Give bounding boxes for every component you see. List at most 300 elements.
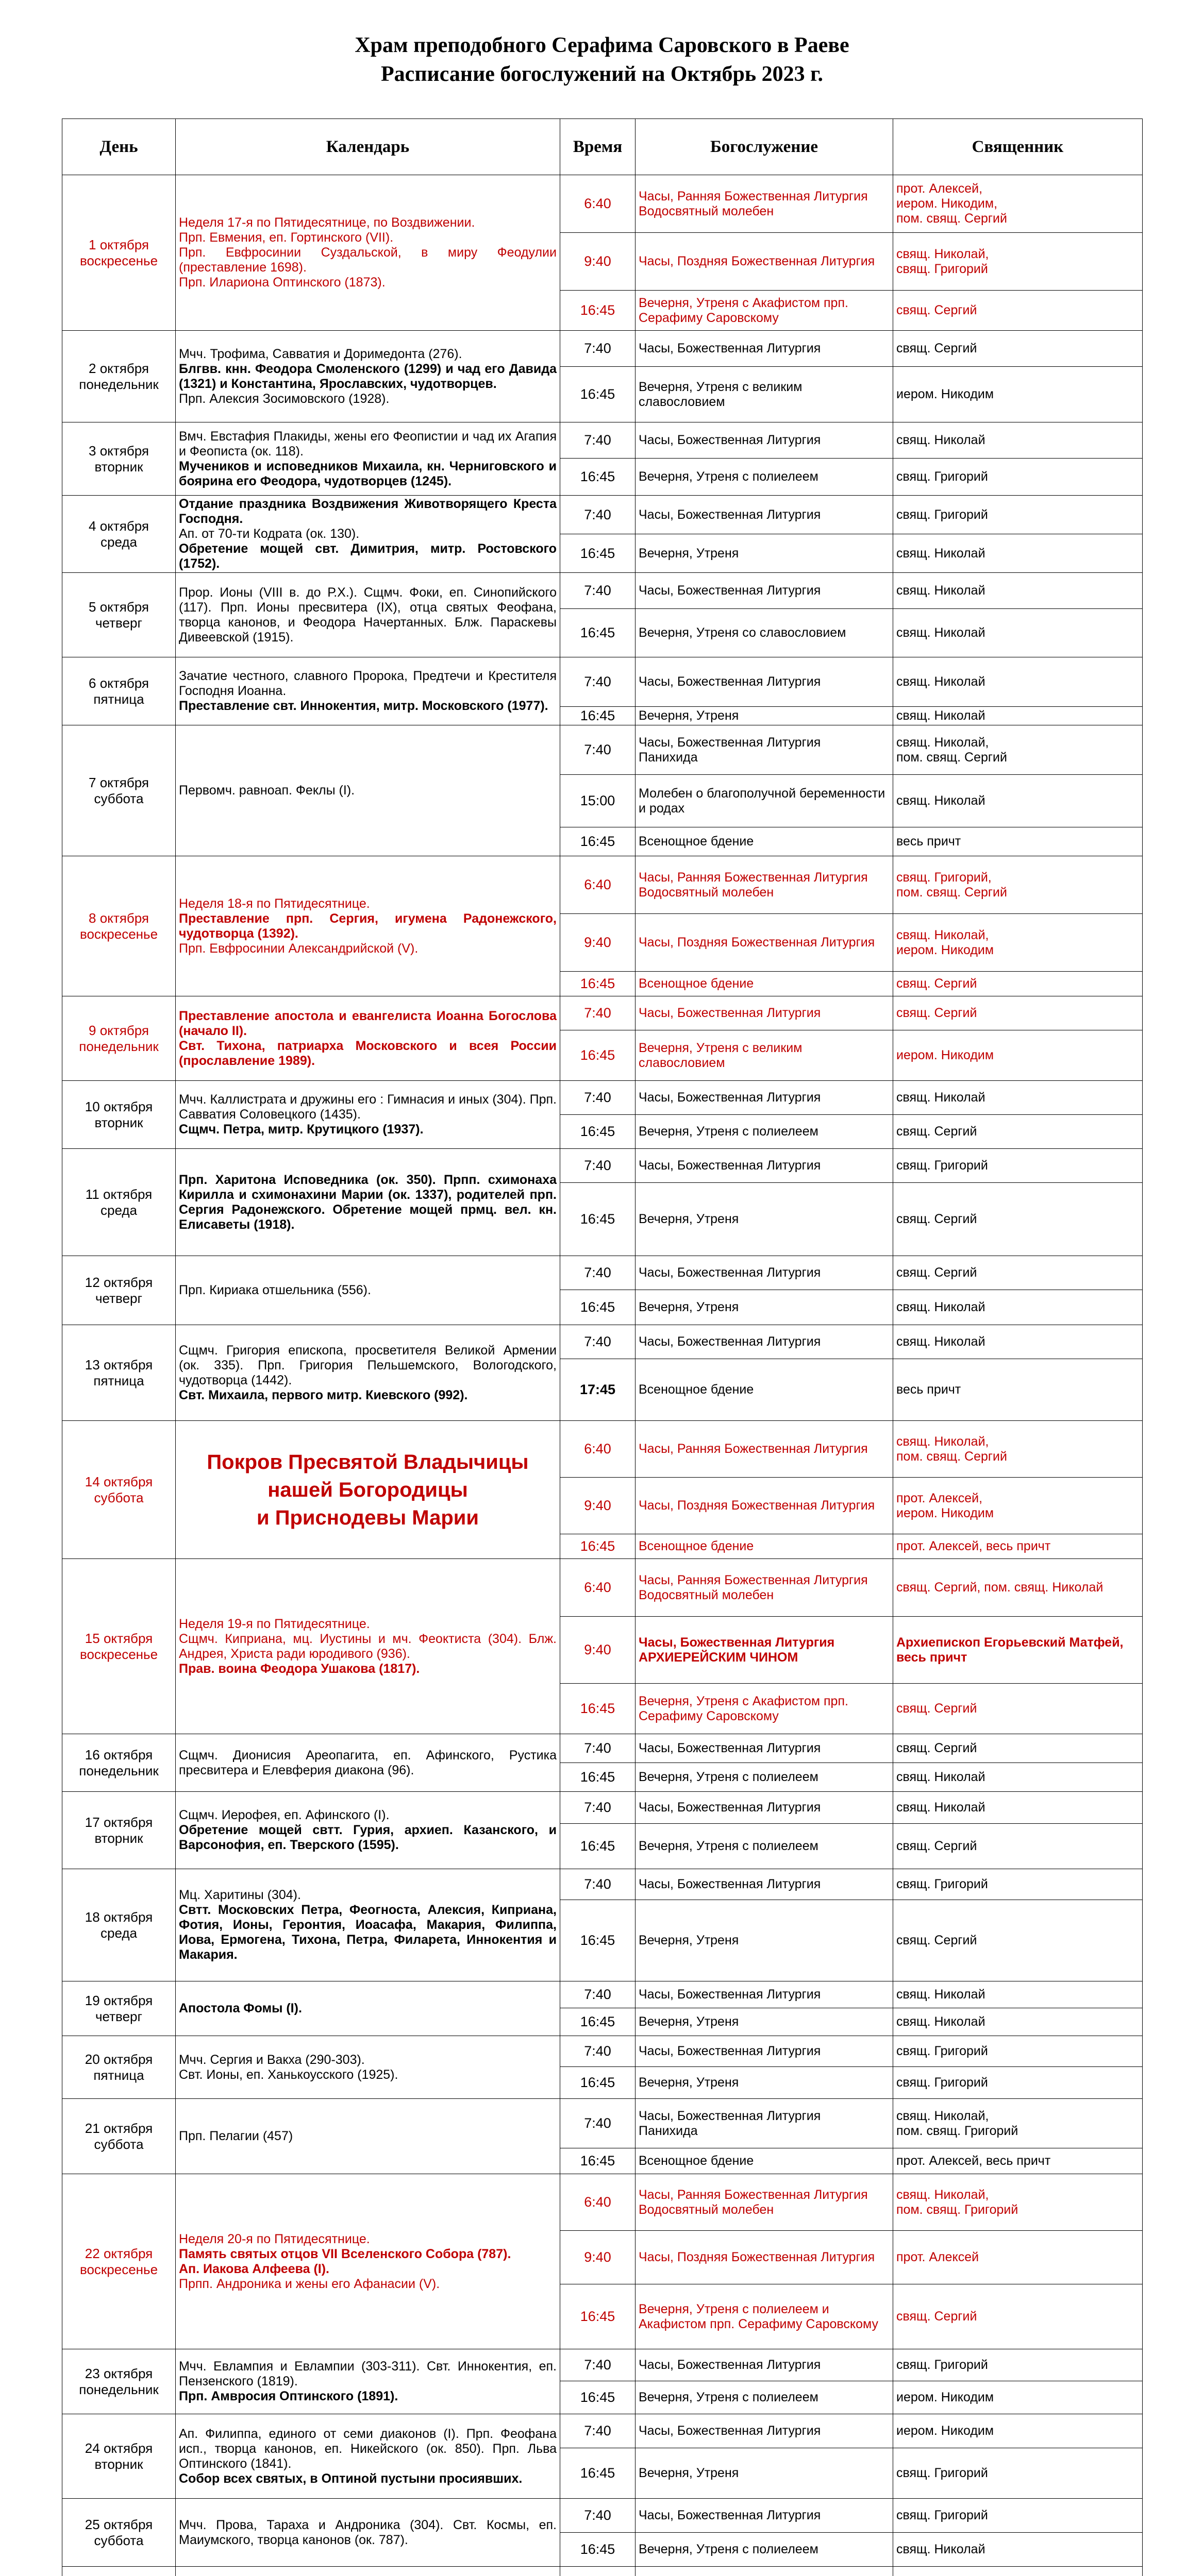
service-time: 16:45 [560, 534, 636, 573]
calendar-entry: Прп. Харитона Исповедника (ок. 350). Прпп. схимонаха Кирилла и схимонахини Марии (ок. 1337), родителей прп. Сергия Радонежского. Обретение мощей прмц. вел. кн. Елисаветы (1918). [179, 1172, 557, 1232]
day-weekday: понедельник [79, 2381, 159, 2397]
table-row [62, 573, 1143, 609]
calendar-cell [176, 422, 560, 496]
service-time: 16:45 [560, 972, 636, 996]
calendar-entry: Мчч. Трофима, Савватия и Доримедонта (276). [179, 346, 462, 361]
table-row [62, 856, 1143, 914]
service-time: 16:45 [560, 367, 636, 422]
calendar-entry: Прор. Ионы (VIII в. до Р.Х.). Сщмч. Фоки, еп. Синопийского (117). Прп. Ионы пресвитера (IX), отца святых Феофана, творца канонов, и Феодора Начертанных. Блж. Параскевы Дивеевской (1915). [179, 585, 557, 645]
calendar-entry: Обретение мощей свт. Димитрия, митр. Ростовского (1752). [179, 541, 557, 571]
service-name: Часы, Поздняя Божественная Литургия [636, 2231, 893, 2284]
calendar-cell [176, 1081, 560, 1149]
service-name: Вечерня, Утреня с полиелеем [636, 2381, 893, 2414]
service-name: Часы, Божественная Литургия Панихида [636, 725, 893, 775]
day-date: 8 октября [89, 910, 149, 926]
day-cell [62, 2499, 176, 2567]
service-name: Часы, Ранняя Божественная Литургия [636, 1421, 893, 1478]
service-priest: свящ. Николай [893, 609, 1143, 657]
service-time: 7:40 [560, 2349, 636, 2381]
service-priest: свящ. Сергий [893, 996, 1143, 1030]
service-name: Вечерня, Утреня с полиелеем [636, 1115, 893, 1149]
service-priest: свящ. Николай [893, 534, 1143, 573]
day-cell [62, 422, 176, 496]
calendar-entry: Неделя 18-я по Пятидесятнице. [179, 896, 370, 911]
day-cell [62, 856, 176, 996]
service-time: 7:40 [560, 996, 636, 1030]
day-cell [62, 331, 176, 422]
day-weekday: среда [101, 1202, 137, 1218]
calendar-entry: Свт. Тихона, патриарха Московского и всея России (прославление 1989). [179, 1038, 557, 1068]
service-priest: свящ. Григорий [893, 459, 1143, 496]
service-priest: свящ. Сергий, пом. свящ. Николай [893, 1559, 1143, 1617]
calendar-cell [176, 1734, 560, 1792]
service-priest: свящ. Сергий [893, 1256, 1143, 1290]
calendar-cell [176, 2099, 560, 2174]
day-date: 3 октября [89, 443, 149, 459]
service-time [560, 2567, 636, 2576]
day-cell [62, 2099, 176, 2174]
calendar-entry: Прав. воина Феодора Ушакова (1817). [179, 1661, 420, 1676]
service-name: Часы, Божественная Литургия [636, 573, 893, 609]
calendar-entry: Сщмч. Иерофея, еп. Афинского (I). [179, 1808, 390, 1822]
service-name: Часы, Божественная Литургия [636, 2414, 893, 2448]
day-weekday: воскресенье [79, 1646, 158, 1662]
calendar-entry: Прп. Евмения, еп. Гортинского (VII). [179, 230, 394, 245]
service-time: 7:40 [560, 1792, 636, 1824]
calendar-entry: Ап. Иакова Алфеева (I). [179, 2261, 329, 2276]
service-priest: свящ. Николай [893, 1290, 1143, 1325]
day-date: 11 октября [85, 1186, 153, 1202]
calendar-cell [176, 175, 560, 331]
service-name: Часы, Поздняя Божественная Литургия [636, 914, 893, 972]
service-time: 7:40 [560, 1149, 636, 1183]
schedule-title: Расписание богослужений на Октябрь 2023 г. [381, 62, 823, 86]
service-time: 7:40 [560, 1981, 636, 2008]
service-name: Вечерня, Утреня [636, 707, 893, 725]
day-date: 17 октября [85, 1814, 153, 1830]
day-date: 23 октября [85, 2365, 153, 2381]
calendar-cell [176, 996, 560, 1081]
service-time: 6:40 [560, 856, 636, 914]
table-row [62, 2499, 1143, 2533]
service-name: Часы, Божественная Литургия [636, 1256, 893, 1290]
day-weekday: четверг [95, 615, 142, 631]
service-name: Часы, Божественная Литургия [636, 1981, 893, 2008]
day-cell [62, 1981, 176, 2036]
day-weekday: вторник [94, 2456, 143, 2472]
service-time: 16:45 [560, 827, 636, 856]
day-cell [62, 1559, 176, 1734]
service-time: 16:45 [560, 2008, 636, 2036]
service-time: 7:40 [560, 657, 636, 707]
day-weekday: пятница [93, 691, 144, 707]
service-time: 7:40 [560, 1256, 636, 1290]
service-name: Часы, Божественная Литургия [636, 657, 893, 707]
service-priest: свящ. Сергий [893, 1734, 1143, 1763]
service-priest: прот. Алексей, иером. Никодим, пом. свящ. Сергий [893, 175, 1143, 233]
calendar-entry: Сщмч. Киприана, мц. Иустины и мч. Феоктиста (304). Блж. Андрея, Христа ради юродивого (936). [179, 1631, 557, 1661]
service-time: 9:40 [560, 914, 636, 972]
service-priest: свящ. Николай [893, 657, 1143, 707]
service-name: Часы, Ранняя Божественная Литургия Водосвятный молебен [636, 1559, 893, 1617]
service-time: 16:45 [560, 1900, 636, 1981]
day-date: 24 октября [85, 2440, 153, 2456]
service-priest: иером. Никодим [893, 2381, 1143, 2414]
service-priest: иером. Никодим [893, 367, 1143, 422]
calendar-cell [176, 856, 560, 996]
service-name: Часы, Ранняя Божественная Литургия Водосвятный молебен [636, 2174, 893, 2231]
service-time: 7:40 [560, 331, 636, 367]
calendar-cell [176, 496, 560, 573]
table-row [62, 725, 1143, 775]
calendar-cell [176, 2567, 560, 2576]
service-priest: свящ. Сергий [893, 1824, 1143, 1869]
service-time: 16:45 [560, 1115, 636, 1149]
schedule-table [62, 118, 1143, 2576]
calendar-entry: Свт. Ионы, еп. Ханькоусского (1925). [179, 2067, 398, 2082]
day-cell [62, 573, 176, 657]
service-time: 16:45 [560, 2448, 636, 2499]
service-priest: иером. Никодим [893, 1030, 1143, 1081]
service-time: 6:40 [560, 175, 636, 233]
service-name: Вечерня, Утреня [636, 1900, 893, 1981]
service-time: 16:45 [560, 2533, 636, 2567]
schedule-body [62, 175, 1143, 2576]
day-cell [62, 2174, 176, 2349]
service-time: 7:40 [560, 1081, 636, 1115]
service-name: Часы, Божественная Литургия [636, 1792, 893, 1824]
day-date: 19 октября [85, 1992, 153, 2008]
table-row [62, 1734, 1143, 1763]
day-weekday: понедельник [79, 376, 159, 392]
service-time: 16:45 [560, 1534, 636, 1559]
table-row [62, 1149, 1143, 1183]
day-weekday: понедельник [79, 1762, 159, 1778]
day-weekday: четверг [95, 1290, 142, 1306]
service-priest: свящ. Николай [893, 2533, 1143, 2567]
calendar-entry: Первомч. равноап. Феклы (I). [179, 783, 355, 798]
calendar-cell [176, 1792, 560, 1869]
service-priest: свящ. Николай, свящ. Григорий [893, 233, 1143, 291]
service-priest: свящ. Сергий [893, 1183, 1143, 1256]
calendar-entry: Мучеников и исповедников Михаила, кн. Черниговского и боярина его Феодора, чудотворцев (1245). [179, 459, 557, 488]
service-name: Всенощное бдение [636, 1359, 893, 1421]
service-priest: свящ. Николай [893, 707, 1143, 725]
service-priest: свящ. Николай [893, 775, 1143, 827]
day-weekday: четверг [95, 2008, 142, 2024]
service-time: 16:45 [560, 1824, 636, 1869]
service-priest: весь причт [893, 827, 1143, 856]
service-name: Вечерня, Утреня [636, 534, 893, 573]
calendar-cell [176, 2499, 560, 2567]
day-cell [62, 2349, 176, 2414]
day-weekday: суббота [94, 1489, 144, 1505]
service-priest: свящ. Григорий [893, 2448, 1143, 2499]
calendar-cell [176, 1559, 560, 1734]
day-cell [62, 996, 176, 1081]
day-cell [62, 175, 176, 331]
day-cell [62, 657, 176, 725]
service-priest: прот. Алексей, весь причт [893, 1534, 1143, 1559]
service-name: Вечерня, Утреня с полиелеем [636, 1763, 893, 1792]
day-cell [62, 1734, 176, 1792]
service-time: 7:40 [560, 422, 636, 459]
calendar-entry: Свтт. Московских Петра, Феогноста, Алексия, Киприана, Фотия, Ионы, Геронтия, Иоасафа, Макария, Филиппа, Иова, Ермогена, Тихона, Петра, Филарета, Иннокентия и Макария. [179, 1903, 557, 1962]
service-priest: свящ. Сергий [893, 331, 1143, 367]
service-priest: свящ. Николай [893, 1763, 1143, 1792]
service-name: Часы, Божественная Литургия [636, 496, 893, 534]
service-priest: свящ. Григорий [893, 496, 1143, 534]
calendar-cell [176, 2174, 560, 2349]
day-cell [62, 1081, 176, 1149]
day-weekday: среда [101, 534, 137, 550]
service-name: Вечерня, Утреня [636, 1290, 893, 1325]
service-priest: свящ. Сергий [893, 2284, 1143, 2349]
service-priest: свящ. Григорий, пом. свящ. Сергий [893, 856, 1143, 914]
calendar-entry: Отдание праздника Воздвижения Животворящего Креста Господня. [179, 497, 557, 526]
table-row [62, 422, 1143, 459]
day-date: 25 октября [85, 2516, 153, 2532]
day-date: 16 октября [85, 1747, 153, 1762]
service-time: 7:40 [560, 2499, 636, 2533]
service-name: Вечерня, Утреня с полиелеем [636, 2533, 893, 2567]
calendar-entry: Блгвв. кнн. Феодора Смоленского (1299) и чад его Давида (1321) и Константина, Ярославских, чудотворцев. [179, 361, 557, 391]
service-name: Часы, Божественная Литургия [636, 2349, 893, 2381]
calendar-entry: Преставление апостола и евангелиста Иоанна Богослова (начало II). [179, 1008, 557, 1038]
service-name: Вечерня, Утреня с полиелеем и Акафистом прп. Серафиму Саровскому [636, 2284, 893, 2349]
day-cell [62, 2036, 176, 2099]
service-priest: свящ. Николай, пом. свящ. Григорий [893, 2099, 1143, 2148]
service-priest: свящ. Николай [893, 2008, 1143, 2036]
calendar-entry: Прп. Евфросинии Суздальской, в миру Феодулии (преставление 1698). [179, 245, 557, 275]
service-name: Часы, Поздняя Божественная Литургия [636, 233, 893, 291]
day-weekday: суббота [94, 790, 144, 806]
service-time: 16:45 [560, 707, 636, 725]
table-row [62, 1421, 1143, 1478]
day-cell [62, 1325, 176, 1421]
column-header-calendar: Календарь [176, 119, 560, 175]
service-time: 7:40 [560, 2036, 636, 2067]
service-name: Вечерня, Утреня с великим славословием [636, 1030, 893, 1081]
calendar-entry: Зачатие честного, славного Пророка, Предтечи и Крестителя Господня Иоанна. [179, 669, 557, 698]
service-time: 7:40 [560, 496, 636, 534]
service-priest: свящ. Николай [893, 1792, 1143, 1824]
service-time: 7:40 [560, 1325, 636, 1359]
table-row [62, 2174, 1143, 2231]
day-weekday: пятница [93, 1372, 144, 1388]
calendar-cell [176, 1325, 560, 1421]
calendar-cell [176, 2349, 560, 2414]
service-priest [893, 2567, 1143, 2576]
service-priest: свящ. Николай, иером. Никодим [893, 914, 1143, 972]
calendar-cell [176, 2414, 560, 2499]
service-name: Часы, Божественная Литургия [636, 1734, 893, 1763]
day-weekday: воскресенье [79, 926, 158, 942]
service-time: 16:45 [560, 1030, 636, 1081]
service-priest: весь причт [893, 1359, 1143, 1421]
day-weekday: среда [101, 1925, 137, 1941]
calendar-entry: Сщмч. Григория епископа, просветителя Великой Армении (ок. 335). Прп. Григория Пельшемского, Вологодского, чудотворца (1442). [179, 1343, 557, 1387]
calendar-cell [176, 657, 560, 725]
calendar-entry: Прп. Илариона Оптинского (1873). [179, 275, 386, 290]
calendar-entry: Ап. Филиппа, единого от семи диаконов (I). Прп. Феофана исп., творца канонов, еп. Никейского (ок. 850). Прп. Льва Оптинского (1841). [179, 2426, 557, 2471]
calendar-cell [176, 1869, 560, 1981]
day-cell [62, 2414, 176, 2499]
service-time: 6:40 [560, 1559, 636, 1617]
table-row [62, 2099, 1143, 2148]
service-name: Часы, Божественная Литургия [636, 2036, 893, 2067]
day-cell [62, 725, 176, 856]
service-time: 6:40 [560, 1421, 636, 1478]
day-weekday: вторник [94, 1830, 143, 1846]
service-name: Часы, Божественная Литургия [636, 1081, 893, 1115]
service-name: Вечерня, Утреня с великим славословием [636, 367, 893, 422]
day-weekday: понедельник [79, 1038, 159, 1054]
calendar-cell [176, 725, 560, 856]
table-row [62, 2414, 1143, 2448]
calendar-entry: Мчч. Каллистрата и дружины его : Гимнасия и иных (304). Прп. Савватия Соловецкого (1435). [179, 1092, 557, 1122]
table-row [62, 331, 1143, 367]
service-name: Часы, Божественная Литургия [636, 331, 893, 367]
table-row [62, 1081, 1143, 1115]
column-header-service: Богослужение [636, 119, 893, 175]
calendar-cell [176, 2036, 560, 2099]
service-priest: свящ. Николай [893, 1981, 1143, 2008]
calendar-entry: Свт. Михаила, первого митр. Киевского (992). [179, 1387, 468, 1402]
service-name: Часы, Божественная Литургия АРХИЕРЕЙСКИМ ЧИНОМ [636, 1617, 893, 1684]
day-date: 2 октября [89, 360, 149, 376]
day-cell [62, 1149, 176, 1256]
service-name: Часы, Божественная Литургия [636, 422, 893, 459]
service-name: Вечерня, Утреня с Акафистом прп. Серафиму Саровскому [636, 291, 893, 331]
service-priest: свящ. Николай, пом. свящ. Сергий [893, 725, 1143, 775]
service-time: 16:45 [560, 2067, 636, 2099]
day-weekday: воскресенье [79, 2261, 158, 2277]
table-row [62, 1256, 1143, 1290]
calendar-entry: Обретение мощей свтт. Гурия, архиеп. Казанского, и Варсонофия, еп. Тверского (1595). [179, 1823, 557, 1852]
calendar-cell [176, 1421, 560, 1559]
service-name: Вечерня, Утреня [636, 2008, 893, 2036]
service-name: Всенощное бдение [636, 827, 893, 856]
day-date: 5 октября [89, 599, 149, 615]
calendar-entry: Собор всех святых, в Оптиной пустыни просиявших. [179, 2471, 523, 2486]
service-time: 16:45 [560, 2284, 636, 2349]
calendar-entry: Мчч. Евлампия и Евлампии (303-311). Свт. Иннокентия, еп. Пензенского (1819). [179, 2359, 557, 2388]
calendar-entry: Сщмч. Петра, митр. Крутицкого (1937). [179, 1122, 424, 1137]
calendar-entry: Мц. Харитины (304). [179, 1888, 301, 1902]
service-time: 7:40 [560, 2099, 636, 2148]
day-date: 15 октября [85, 1630, 153, 1646]
calendar-entry: Память святых отцов VII Вселенского Собора (787). [179, 2246, 511, 2261]
calendar-entry: Прп. Амвросия Оптинского (1891). [179, 2389, 398, 2403]
service-time: 16:45 [560, 1183, 636, 1256]
calendar-entry: Сщмч. Дионисия Ареопагита, еп. Афинского, Рустика пресвитера и Елевферия диакона (96). [179, 1748, 557, 1777]
service-time: 6:40 [560, 2174, 636, 2231]
service-name: Часы, Божественная Литургия [636, 2499, 893, 2533]
day-date: 1 октября [89, 236, 149, 252]
day-date: 20 октября [85, 2051, 153, 2067]
service-priest: свящ. Сергий [893, 1900, 1143, 1981]
day-date: 13 октября [85, 1357, 153, 1372]
service-priest: свящ. Сергий [893, 1115, 1143, 1149]
table-row [62, 1869, 1143, 1900]
service-priest: свящ. Николай [893, 573, 1143, 609]
service-name: Вечерня, Утреня с Акафистом прп. Серафиму Саровскому [636, 1684, 893, 1734]
service-time: 16:45 [560, 2381, 636, 2414]
day-weekday: воскресенье [79, 252, 158, 268]
service-time: 15:00 [560, 775, 636, 827]
service-time: 9:40 [560, 2231, 636, 2284]
service-priest: иером. Никодим [893, 2414, 1143, 2448]
table-row [62, 1792, 1143, 1824]
feast-title: Покров Пресвятой Владычицы нашей Богородицы и Приснодевы Марии [207, 1450, 529, 1529]
day-weekday: вторник [94, 1114, 143, 1130]
calendar-entry: Прпп. Андроника и жены его Афанасии (V). [179, 2276, 440, 2291]
calendar-entry: Прп. Кириака отшельника (556). [179, 1283, 371, 1297]
service-name [636, 2567, 893, 2576]
service-time: 16:45 [560, 1684, 636, 1734]
service-time: 7:40 [560, 1734, 636, 1763]
day-weekday: суббота [94, 2136, 144, 2152]
service-priest: свящ. Николай [893, 1325, 1143, 1359]
table-row [62, 175, 1143, 233]
service-name: Всенощное бдение [636, 972, 893, 996]
day-weekday: пятница [93, 2067, 144, 2083]
day-date: 21 октября [85, 2120, 153, 2136]
table-row [62, 1981, 1143, 2008]
table-row [62, 657, 1143, 707]
service-priest: свящ. Григорий [893, 2067, 1143, 2099]
service-name: Вечерня, Утреня с полиелеем [636, 459, 893, 496]
day-date: 12 октября [85, 1274, 153, 1290]
service-priest: свящ. Григорий [893, 1149, 1143, 1183]
day-weekday: вторник [94, 459, 143, 474]
calendar-cell [176, 1149, 560, 1256]
service-name: Часы, Божественная Литургия Панихида [636, 2099, 893, 2148]
service-priest: Архиепископ Егорьевский Матфей, весь причт [893, 1617, 1143, 1684]
service-time: 7:40 [560, 2414, 636, 2448]
calendar-entry: Апостола Фомы (I). [179, 2001, 302, 2015]
service-name: Вечерня, Утреня со славословием [636, 609, 893, 657]
calendar-entry: Прп. Алексия Зосимовского (1928). [179, 391, 390, 406]
service-name: Часы, Ранняя Божественная Литургия Водосвятный молебен [636, 175, 893, 233]
calendar-cell [176, 1256, 560, 1325]
calendar-cell [176, 331, 560, 422]
calendar-entry: Неделя 19-я по Пятидесятнице. [179, 1616, 370, 1631]
service-name: Часы, Божественная Литургия [636, 1325, 893, 1359]
service-time: 9:40 [560, 233, 636, 291]
service-time: 16:45 [560, 459, 636, 496]
service-time: 9:40 [560, 1478, 636, 1534]
service-time: 16:45 [560, 609, 636, 657]
day-cell [62, 1256, 176, 1325]
service-priest: прот. Алексей, иером. Никодим [893, 1478, 1143, 1534]
service-time: 16:45 [560, 291, 636, 331]
table-row [62, 2036, 1143, 2067]
service-priest: свящ. Григорий [893, 2036, 1143, 2067]
service-name: Часы, Божественная Литургия [636, 1149, 893, 1183]
day-date: 18 октября [85, 1909, 153, 1925]
table-row [62, 996, 1143, 1030]
day-cell [62, 1869, 176, 1981]
day-date: 22 октября [85, 2245, 153, 2261]
service-priest: свящ. Николай [893, 422, 1143, 459]
calendar-cell [176, 573, 560, 657]
service-name: Вечерня, Утреня [636, 1183, 893, 1256]
calendar-entry: Ап. от 70-ти Кодрата (ок. 130). [179, 527, 360, 541]
service-name: Всенощное бдение [636, 2148, 893, 2174]
calendar-entry: Мчч. Сергия и Вакха (290-303). [179, 2052, 365, 2067]
